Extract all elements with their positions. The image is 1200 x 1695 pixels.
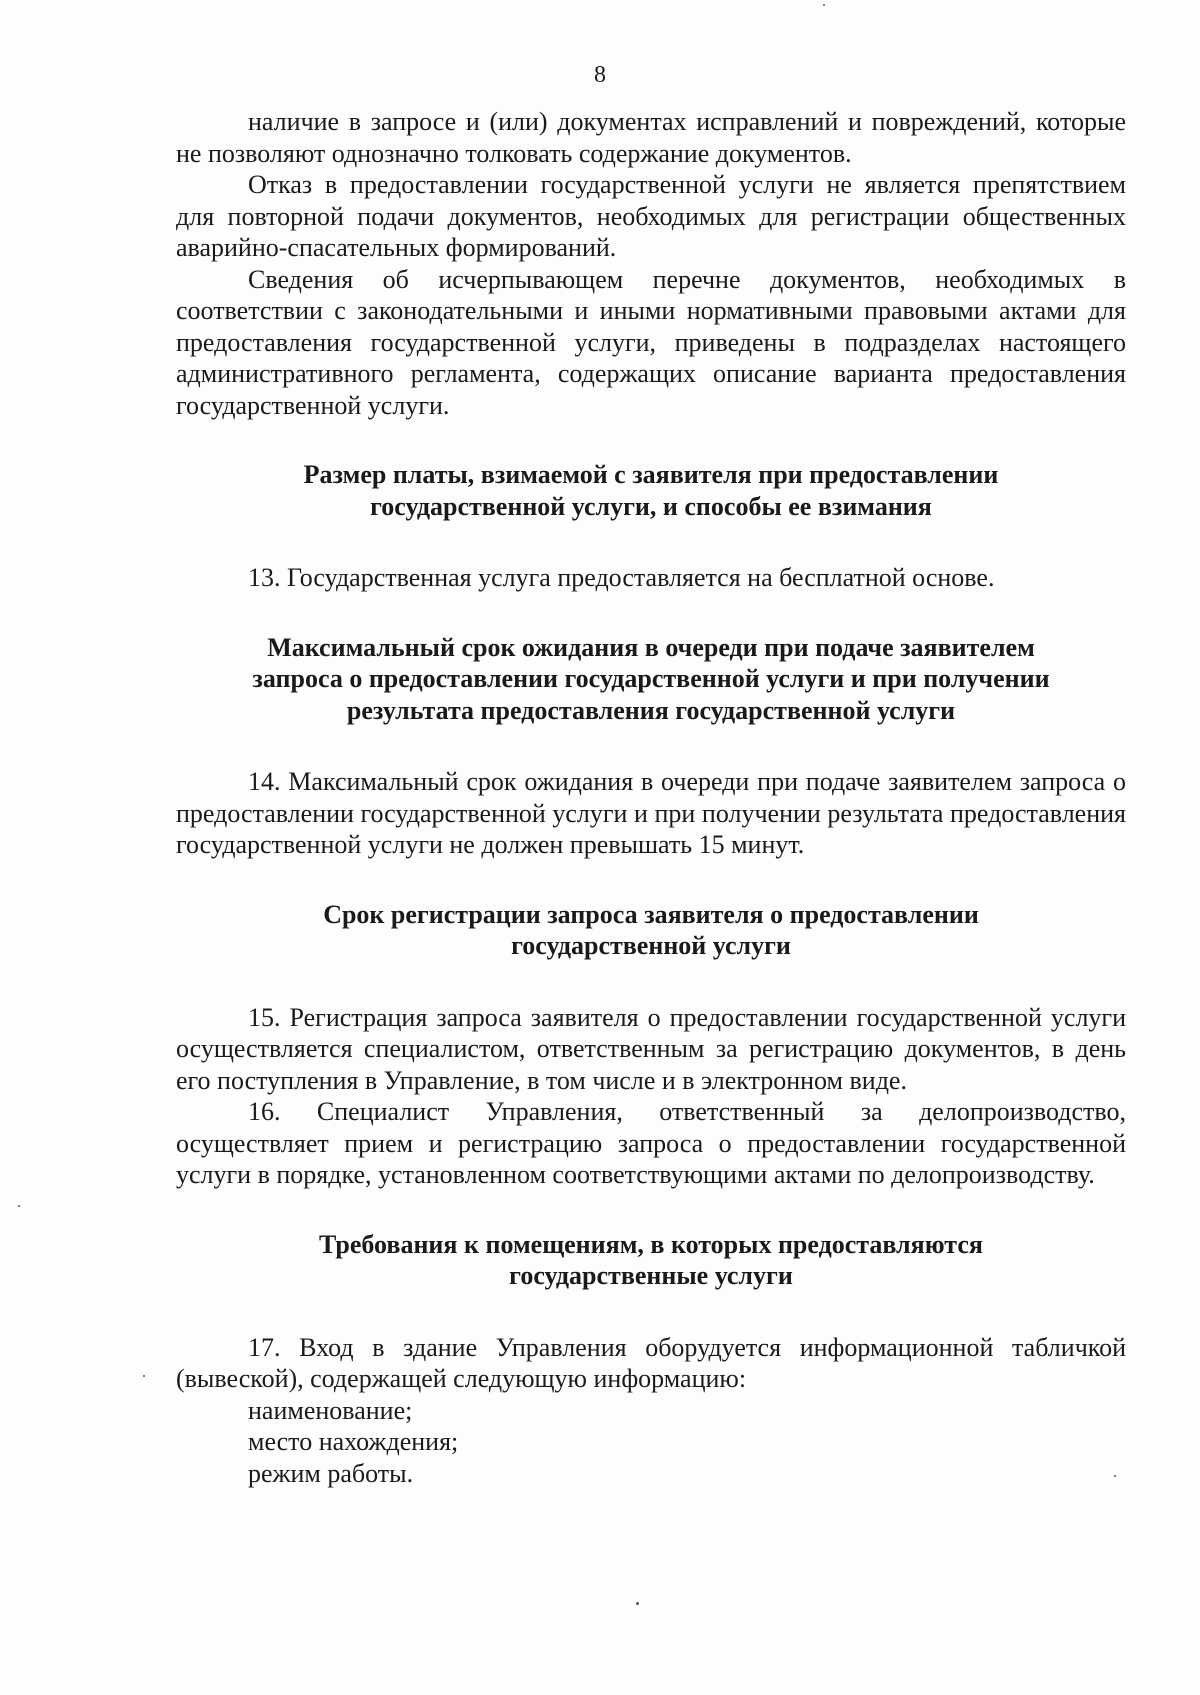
heading-registration-term (176, 899, 1126, 962)
heading-fee-line-2: государственной услуги, и способы ее взимания (370, 491, 932, 521)
list-item: режим работы. (248, 1458, 414, 1488)
paragraph-continuation: наличие в запросе и (или) документах исправлений и повреждений, которые не позволяют однозначно толковать содержание документов. (176, 107, 1126, 168)
list-item: место нахождения; (248, 1427, 459, 1456)
paragraph-refusal: Отказ в предоставлении государственной услуги не является препятствием для повторной подачи документов, необходимых для регистрации общественных аварийно-спасательных формирований. (176, 170, 1126, 262)
heading-waiting-line-3: результата предоставления государственной услуги (346, 695, 956, 725)
heading-registration-line-1: Срок регистрации запроса заявителя о предоставлении (323, 899, 979, 929)
scan-speck (18, 1205, 20, 1207)
scan-speck (636, 1602, 639, 1605)
heading-registration-line-2: государственной услуги (511, 931, 791, 960)
heading-waiting-line-1: Максимальный срок ожидания в очереди при подаче заявителем (267, 632, 1035, 662)
paragraph-documents-list: Сведения об исчерпывающем перечне документов, необходимых в соответствии с законодательными и иными нормативными правовыми актами для предоставления государственной услуги, приведены в подразделах настоящего административного регламента, содержащих описание варианта предоставления государственной услуги. (176, 264, 1126, 420)
paragraph-16: 16. Специалист Управления, ответственный за делопроизводство, осуществляет прием и регистрацию запроса о предоставлении государственной услуги в порядке, установленном соответствующими актами по делопроизводству. (176, 1097, 1126, 1189)
scan-speck (823, 4, 825, 6)
paragraph-13: 13. Государственная услуга предоставляется на бесплатной основе. (248, 563, 995, 592)
heading-premises (176, 1229, 1126, 1292)
heading-premises-line-1: Требования к помещениям, в которых предоставляются (319, 1229, 983, 1259)
heading-premises-line-2: государственные услуги (509, 1261, 793, 1290)
list-item: наименование; (248, 1395, 413, 1425)
heading-fee (176, 459, 1126, 522)
page-number: 8 (594, 62, 606, 88)
heading-waiting-time (176, 632, 1126, 727)
scan-speck (1114, 1475, 1116, 1477)
scan-speck (143, 1375, 145, 1377)
paragraph-14: 14. Максимальный срок ожидания в очереди при подаче заявителем запроса о предоставлении государственной услуги и при получении результата предоставления государственной услуги не должен превышать 15 минут. (176, 767, 1126, 859)
signage-info-list (176, 1395, 1126, 1490)
heading-waiting-line-2: запроса о предоставлении государственной услуги и при получении (252, 664, 1050, 693)
paragraph-15: 15. Регистрация запроса заявителя о предоставлении государственной услуги осуществляется специалистом, ответственным за регистрацию документов, в день его поступления в Управление, в том числе и в электронном виде. (176, 1002, 1126, 1095)
page-content (176, 106, 1126, 1489)
heading-fee-line-1: Размер платы, взимаемой с заявителя при предоставлении (303, 460, 999, 489)
paragraph-17: 17. Вход в здание Управления оборудуется информационной табличкой (вывеской), содержащей следующую информацию: (176, 1332, 1126, 1393)
